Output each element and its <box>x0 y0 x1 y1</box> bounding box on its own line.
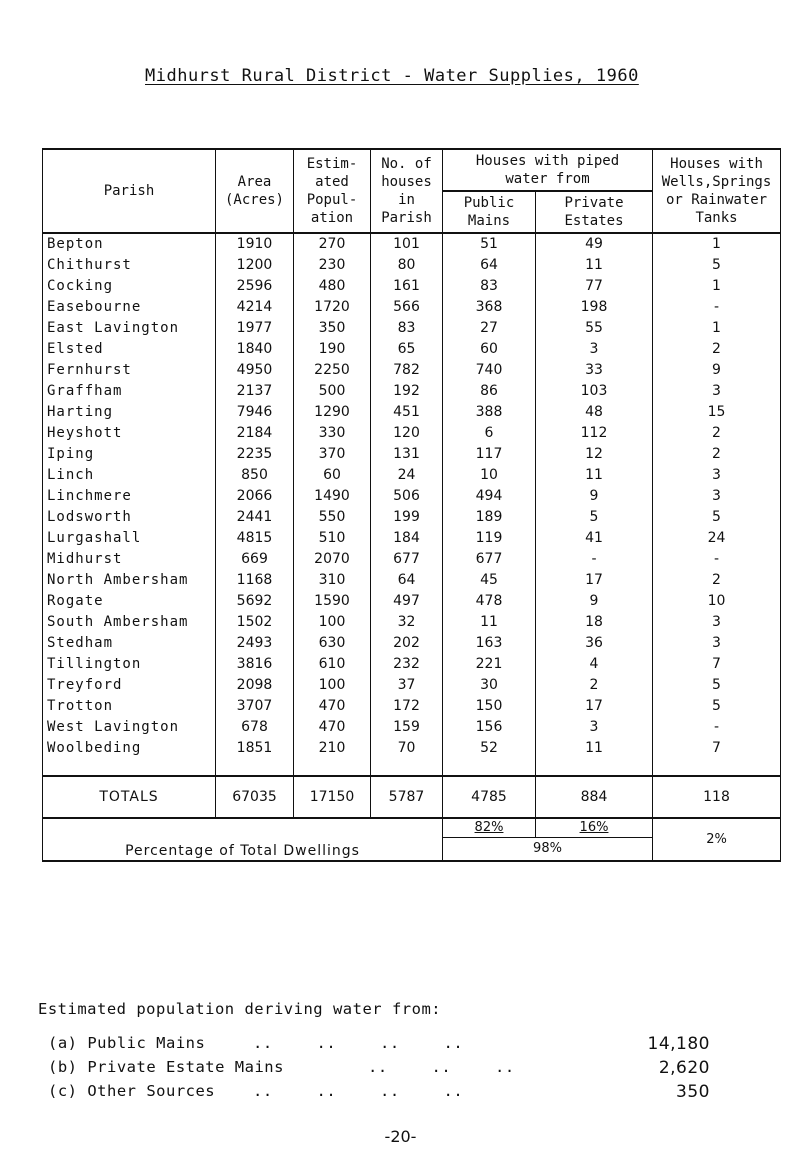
table-row <box>43 696 781 717</box>
cell-parish: Treyford <box>43 675 216 696</box>
cell-public: 27 <box>443 318 536 339</box>
table-row <box>43 402 781 423</box>
cell-parish: Woolbeding <box>43 738 216 776</box>
table-row <box>43 297 781 318</box>
percentage-wells: 2% <box>653 818 781 861</box>
cell-private: 112 <box>536 423 653 444</box>
percentage-private: 16% <box>536 818 653 838</box>
table-row <box>43 444 781 465</box>
cell-pop: 550 <box>294 507 371 528</box>
cell-area: 2596 <box>216 276 294 297</box>
cell-private: 5 <box>536 507 653 528</box>
cell-pop: 1490 <box>294 486 371 507</box>
table-row <box>43 549 781 570</box>
page-number: -20- <box>384 1127 417 1146</box>
cell-pop: 2250 <box>294 360 371 381</box>
cell-houses: 451 <box>371 402 443 423</box>
cell-parish: Iping <box>43 444 216 465</box>
cell-parish: North Ambersham <box>43 570 216 591</box>
cell-wells: 7 <box>653 654 781 675</box>
table-body <box>43 233 781 776</box>
cell-wells: 9 <box>653 360 781 381</box>
cell-wells: 3 <box>653 612 781 633</box>
cell-private: - <box>536 549 653 570</box>
cell-houses: 782 <box>371 360 443 381</box>
cell-houses: 24 <box>371 465 443 486</box>
cell-parish: Linchmere <box>43 486 216 507</box>
cell-wells: - <box>653 717 781 738</box>
cell-area: 669 <box>216 549 294 570</box>
source-label: (c) Other Sources <box>48 1082 216 1100</box>
cell-public: 64 <box>443 255 536 276</box>
cell-area: 1168 <box>216 570 294 591</box>
cell-private: 48 <box>536 402 653 423</box>
cell-wells: - <box>653 297 781 318</box>
source-leader: .. .. .. .. <box>253 1082 464 1100</box>
cell-public: 221 <box>443 654 536 675</box>
totals-public: 4785 <box>443 776 536 818</box>
cell-parish: Trotton <box>43 696 216 717</box>
header-private-estates: Private Estates <box>536 191 653 233</box>
cell-public: 119 <box>443 528 536 549</box>
cell-public: 51 <box>443 233 536 255</box>
cell-pop: 350 <box>294 318 371 339</box>
cell-public: 30 <box>443 675 536 696</box>
cell-area: 2441 <box>216 507 294 528</box>
cell-houses: 161 <box>371 276 443 297</box>
cell-wells: - <box>653 549 781 570</box>
cell-wells: 3 <box>653 486 781 507</box>
cell-public: 83 <box>443 276 536 297</box>
cell-houses: 506 <box>371 486 443 507</box>
cell-area: 850 <box>216 465 294 486</box>
cell-houses: 37 <box>371 675 443 696</box>
cell-public: 677 <box>443 549 536 570</box>
cell-private: 11 <box>536 465 653 486</box>
cell-houses: 70 <box>371 738 443 776</box>
cell-private: 17 <box>536 570 653 591</box>
cell-wells: 5 <box>653 696 781 717</box>
cell-parish: Linch <box>43 465 216 486</box>
cell-houses: 83 <box>371 318 443 339</box>
totals-label: TOTALS <box>43 776 216 818</box>
cell-parish: Chithurst <box>43 255 216 276</box>
cell-pop: 630 <box>294 633 371 654</box>
table-row <box>43 654 781 675</box>
cell-wells: 2 <box>653 423 781 444</box>
cell-parish: West Lavington <box>43 717 216 738</box>
cell-parish: Lodsworth <box>43 507 216 528</box>
table-row <box>43 591 781 612</box>
cell-pop: 500 <box>294 381 371 402</box>
cell-pop: 330 <box>294 423 371 444</box>
cell-houses: 199 <box>371 507 443 528</box>
cell-houses: 65 <box>371 339 443 360</box>
water-supplies-table <box>42 148 781 862</box>
cell-pop: 210 <box>294 738 371 776</box>
header-area: Area (Acres) <box>216 149 294 233</box>
table-row <box>43 423 781 444</box>
cell-wells: 3 <box>653 465 781 486</box>
cell-public: 52 <box>443 738 536 776</box>
source-label: (b) Private Estate Mains <box>48 1058 284 1076</box>
cell-pop: 230 <box>294 255 371 276</box>
cell-public: 156 <box>443 717 536 738</box>
cell-wells: 2 <box>653 444 781 465</box>
table-row <box>43 381 781 402</box>
cell-area: 4815 <box>216 528 294 549</box>
cell-wells: 5 <box>653 255 781 276</box>
cell-wells: 5 <box>653 675 781 696</box>
cell-houses: 677 <box>371 549 443 570</box>
table-row <box>43 612 781 633</box>
cell-private: 11 <box>536 738 653 776</box>
cell-pop: 370 <box>294 444 371 465</box>
table-row <box>43 528 781 549</box>
table-row <box>43 675 781 696</box>
cell-private: 41 <box>536 528 653 549</box>
cell-parish: Harting <box>43 402 216 423</box>
table-row <box>43 738 781 776</box>
cell-area: 3707 <box>216 696 294 717</box>
totals-private: 884 <box>536 776 653 818</box>
cell-wells: 7 <box>653 738 781 776</box>
cell-area: 1200 <box>216 255 294 276</box>
cell-parish: Midhurst <box>43 549 216 570</box>
cell-private: 3 <box>536 717 653 738</box>
cell-area: 2493 <box>216 633 294 654</box>
cell-houses: 497 <box>371 591 443 612</box>
totals-area: 67035 <box>216 776 294 818</box>
cell-wells: 3 <box>653 381 781 402</box>
table-row <box>43 633 781 654</box>
cell-parish: Heyshott <box>43 423 216 444</box>
cell-area: 1910 <box>216 233 294 255</box>
cell-parish: Elsted <box>43 339 216 360</box>
cell-area: 2235 <box>216 444 294 465</box>
table-row <box>43 507 781 528</box>
cell-houses: 120 <box>371 423 443 444</box>
cell-public: 45 <box>443 570 536 591</box>
cell-houses: 101 <box>371 233 443 255</box>
cell-private: 55 <box>536 318 653 339</box>
cell-area: 5692 <box>216 591 294 612</box>
cell-houses: 172 <box>371 696 443 717</box>
source-value: 350 <box>676 1082 710 1102</box>
cell-houses: 202 <box>371 633 443 654</box>
cell-private: 17 <box>536 696 653 717</box>
cell-public: 478 <box>443 591 536 612</box>
cell-pop: 1590 <box>294 591 371 612</box>
cell-area: 1840 <box>216 339 294 360</box>
source-leader: .. .. .. .. <box>253 1034 464 1052</box>
cell-parish: Bepton <box>43 233 216 255</box>
cell-pop: 270 <box>294 233 371 255</box>
cell-public: 60 <box>443 339 536 360</box>
cell-parish: South Ambersham <box>43 612 216 633</box>
cell-parish: Lurgashall <box>43 528 216 549</box>
table-row <box>43 276 781 297</box>
cell-public: 117 <box>443 444 536 465</box>
header-piped: Houses with piped water from <box>443 149 653 191</box>
cell-area: 3816 <box>216 654 294 675</box>
cell-private: 9 <box>536 591 653 612</box>
cell-public: 388 <box>443 402 536 423</box>
table-row <box>43 233 781 255</box>
cell-pop: 510 <box>294 528 371 549</box>
cell-private: 198 <box>536 297 653 318</box>
table-row <box>43 339 781 360</box>
cell-wells: 2 <box>653 570 781 591</box>
cell-public: 6 <box>443 423 536 444</box>
cell-private: 2 <box>536 675 653 696</box>
cell-parish: Tillington <box>43 654 216 675</box>
cell-pop: 470 <box>294 696 371 717</box>
cell-pop: 100 <box>294 612 371 633</box>
cell-pop: 2070 <box>294 549 371 570</box>
cell-wells: 1 <box>653 233 781 255</box>
cell-private: 12 <box>536 444 653 465</box>
cell-private: 18 <box>536 612 653 633</box>
totals-wells: 118 <box>653 776 781 818</box>
cell-pop: 190 <box>294 339 371 360</box>
table-row <box>43 717 781 738</box>
cell-pop: 480 <box>294 276 371 297</box>
cell-public: 150 <box>443 696 536 717</box>
cell-area: 1977 <box>216 318 294 339</box>
cell-houses: 192 <box>371 381 443 402</box>
cell-wells: 1 <box>653 318 781 339</box>
source-leader: .. .. .. <box>368 1058 515 1076</box>
cell-area: 2066 <box>216 486 294 507</box>
cell-area: 7946 <box>216 402 294 423</box>
cell-public: 11 <box>443 612 536 633</box>
table-row <box>43 318 781 339</box>
cell-houses: 232 <box>371 654 443 675</box>
cell-wells: 1 <box>653 276 781 297</box>
cell-houses: 159 <box>371 717 443 738</box>
cell-houses: 184 <box>371 528 443 549</box>
table-row <box>43 255 781 276</box>
cell-parish: Graffham <box>43 381 216 402</box>
cell-private: 11 <box>536 255 653 276</box>
cell-area: 4950 <box>216 360 294 381</box>
cell-houses: 566 <box>371 297 443 318</box>
cell-public: 494 <box>443 486 536 507</box>
cell-public: 740 <box>443 360 536 381</box>
cell-wells: 24 <box>653 528 781 549</box>
cell-wells: 15 <box>653 402 781 423</box>
header-wells: Houses with Wells,Springs or Rainwater Tanks <box>653 149 781 233</box>
cell-parish: Rogate <box>43 591 216 612</box>
header-population: Estim- ated Popul- ation <box>294 149 371 233</box>
estimated-heading: Estimated population deriving water from: <box>38 1000 442 1018</box>
header-parish: Parish <box>43 149 216 233</box>
cell-public: 86 <box>443 381 536 402</box>
cell-area: 2098 <box>216 675 294 696</box>
cell-parish: Stedham <box>43 633 216 654</box>
percentage-row <box>43 818 781 838</box>
cell-private: 4 <box>536 654 653 675</box>
header-public-mains: Public Mains <box>443 191 536 233</box>
cell-private: 36 <box>536 633 653 654</box>
totals-row <box>43 776 781 818</box>
cell-area: 678 <box>216 717 294 738</box>
cell-pop: 1290 <box>294 402 371 423</box>
source-label: (a) Public Mains <box>48 1034 206 1052</box>
cell-houses: 131 <box>371 444 443 465</box>
cell-pop: 610 <box>294 654 371 675</box>
cell-wells: 5 <box>653 507 781 528</box>
cell-parish: East Lavington <box>43 318 216 339</box>
percentage-combined: 98% <box>443 838 653 862</box>
cell-pop: 100 <box>294 675 371 696</box>
cell-parish: Cocking <box>43 276 216 297</box>
cell-private: 77 <box>536 276 653 297</box>
cell-wells: 2 <box>653 339 781 360</box>
cell-houses: 64 <box>371 570 443 591</box>
cell-pop: 1720 <box>294 297 371 318</box>
cell-parish: Fernhurst <box>43 360 216 381</box>
cell-wells: 10 <box>653 591 781 612</box>
page-title: Midhurst Rural District - Water Supplies, 1960 <box>145 66 639 86</box>
cell-area: 1851 <box>216 738 294 776</box>
source-public-mains <box>48 1034 710 1054</box>
totals-population: 17150 <box>294 776 371 818</box>
cell-area: 1502 <box>216 612 294 633</box>
cell-houses: 80 <box>371 255 443 276</box>
table-row <box>43 570 781 591</box>
source-value: 14,180 <box>647 1034 710 1054</box>
source-other <box>48 1082 710 1102</box>
table-row <box>43 465 781 486</box>
cell-pop: 60 <box>294 465 371 486</box>
cell-pop: 470 <box>294 717 371 738</box>
header-houses: No. of houses in Parish <box>371 149 443 233</box>
cell-private: 103 <box>536 381 653 402</box>
totals-houses: 5787 <box>371 776 443 818</box>
cell-houses: 32 <box>371 612 443 633</box>
cell-area: 2184 <box>216 423 294 444</box>
source-value: 2,620 <box>658 1058 710 1078</box>
percentage-public: 82% <box>443 818 536 838</box>
cell-parish: Easebourne <box>43 297 216 318</box>
cell-public: 163 <box>443 633 536 654</box>
percentage-label: Percentage of Total Dwellings <box>43 818 443 861</box>
source-private-estate-mains <box>48 1058 710 1078</box>
cell-private: 3 <box>536 339 653 360</box>
cell-private: 33 <box>536 360 653 381</box>
cell-pop: 310 <box>294 570 371 591</box>
cell-private: 9 <box>536 486 653 507</box>
cell-public: 10 <box>443 465 536 486</box>
cell-public: 368 <box>443 297 536 318</box>
cell-area: 2137 <box>216 381 294 402</box>
cell-public: 189 <box>443 507 536 528</box>
table-row <box>43 360 781 381</box>
cell-wells: 3 <box>653 633 781 654</box>
table-row <box>43 486 781 507</box>
cell-area: 4214 <box>216 297 294 318</box>
cell-private: 49 <box>536 233 653 255</box>
